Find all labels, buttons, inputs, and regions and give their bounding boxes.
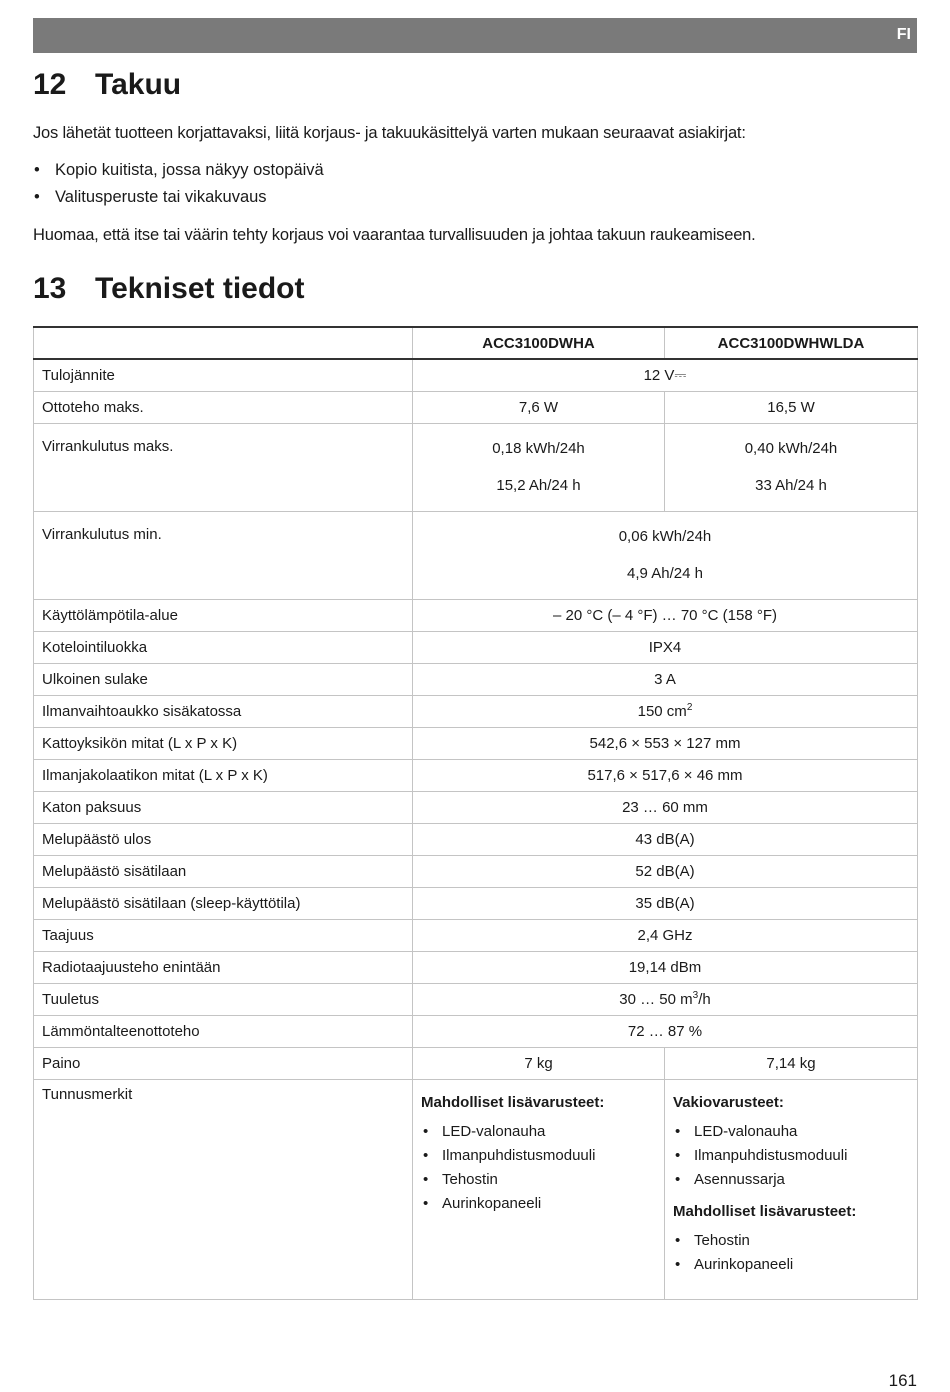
row-value: 12 V⎓: [413, 359, 918, 391]
row-value: 30 … 50 $m^3/h$: [413, 983, 918, 1015]
features-model-1: [413, 1079, 665, 1299]
row-label: Lämmöntalteenottoteho: [34, 1015, 413, 1047]
row-value: 0,06 kWh/24h 4,9 Ah/24 h: [413, 511, 918, 599]
list-item: • Asennussarja: [673, 1171, 909, 1195]
table-header-row: [34, 327, 918, 359]
warranty-note: Huomaa, että itse tai väärin tehty korjaus voi vaarantaa turvallisuuden ja johtaa takuun raukeamiseen.: [33, 226, 756, 244]
row-value: 43 dB(A): [413, 823, 918, 855]
language-code: FI: [896, 26, 911, 43]
table-row: [34, 663, 918, 695]
table-row: [34, 887, 918, 919]
table-row: [34, 823, 918, 855]
table-row: [34, 1015, 918, 1047]
list-item: • Kopio kuitista, jossa näkyy ostopäivä: [33, 161, 324, 188]
table-row: [34, 727, 918, 759]
row-value: – 20 °C (– 4 °F) … 70 °C (158 °F): [413, 599, 918, 631]
table-row: [34, 983, 918, 1015]
standard-equipment-list: [673, 1123, 909, 1195]
section-12-title: 12 Takuu: [33, 68, 182, 101]
row-label: Kattoyksikön mitat (L x P x K): [34, 727, 413, 759]
row-label: Radiotaajuusteho enintään: [34, 951, 413, 983]
page-number: 161: [888, 1371, 917, 1390]
tech-spec-table: [33, 326, 918, 1300]
standard-equipment-title: Vakiovarusteet:: [673, 1093, 784, 1111]
row-value: 3 A: [413, 663, 918, 695]
row-value: 52 dB(A): [413, 855, 918, 887]
list-item: • Ilmanpuhdistusmoduuli: [673, 1147, 909, 1171]
row-value: 72 … 87 %: [413, 1015, 918, 1047]
features-model-2: [665, 1079, 918, 1299]
row-value-model-2: 7,14 kg: [665, 1047, 918, 1079]
list-item: • LED-valonauha: [421, 1123, 656, 1147]
accessories-title: Mahdolliset lisävarusteet:: [673, 1202, 857, 1220]
section-13-title: 13 Tekniset tiedot: [33, 272, 305, 305]
row-value: 23 … 60 mm: [413, 791, 918, 823]
row-value: 542,6 × 553 × 127 mm: [413, 727, 918, 759]
row-label: Ilmanjakolaatikon mitat (L x P x K): [34, 759, 413, 791]
row-value: 150 $cm^2$: [413, 695, 918, 727]
header-model-2: ACC3100DWHWLDA: [665, 327, 918, 359]
table-row: [34, 919, 918, 951]
row-value-model-2: 16,5 W: [665, 391, 918, 423]
row-label: Kotelointiluokka: [34, 631, 413, 663]
accessories-title: Mahdolliset lisävarusteet:: [421, 1093, 605, 1111]
accessories-list: [673, 1232, 909, 1280]
row-label: Katon paksuus: [34, 791, 413, 823]
row-label: Käyttölämpötila-alue: [34, 599, 413, 631]
row-label: Ottoteho maks.: [34, 391, 413, 423]
list-item: • Tehostin: [673, 1232, 909, 1256]
table-row: [34, 599, 918, 631]
table-row: [34, 511, 918, 599]
row-label: Virrankulutus maks.: [34, 423, 413, 511]
row-label: Paino: [34, 1047, 413, 1079]
header-model-1: ACC3100DWHA: [413, 327, 665, 359]
table-row: [34, 951, 918, 983]
table-row: [34, 359, 918, 391]
table-row: [34, 631, 918, 663]
accessories-list: [421, 1123, 656, 1219]
row-label: Taajuus: [34, 919, 413, 951]
list-item: • LED-valonauha: [673, 1123, 909, 1147]
row-value-model-1: 7 kg: [413, 1047, 665, 1079]
row-value-model-1: 7,6 W: [413, 391, 665, 423]
header-empty: [34, 327, 413, 359]
warranty-intro: Jos lähetät tuotteen korjattavaksi, liitä korjaus- ja takuukäsittelyä varten mukaan seuraavat asiakirjat:: [33, 124, 746, 142]
table-row: [34, 1079, 918, 1299]
row-label: Ulkoinen sulake: [34, 663, 413, 695]
row-label: Melupäästö sisätilaan: [34, 855, 413, 887]
table-row: [34, 759, 918, 791]
row-label: Tunnusmerkit: [34, 1079, 413, 1299]
row-label: Virrankulutus min.: [34, 511, 413, 599]
table-row: [34, 391, 918, 423]
table-row: [34, 695, 918, 727]
row-value-model-2: 0,40 kWh/24h 33 Ah/24 h: [665, 423, 918, 511]
list-item: • Aurinkopaneeli: [673, 1256, 909, 1280]
list-item: • Ilmanpuhdistusmoduuli: [421, 1147, 656, 1171]
row-label: Ilmanvaihtoaukko sisäkatossa: [34, 695, 413, 727]
row-label: Tulojännite: [34, 359, 413, 391]
row-value: IPX4: [413, 631, 918, 663]
table-row: [34, 791, 918, 823]
table-row: [34, 1047, 918, 1079]
row-value: 517,6 × 517,6 × 46 mm: [413, 759, 918, 791]
row-label: Tuuletus: [34, 983, 413, 1015]
list-item: • Aurinkopaneeli: [421, 1195, 656, 1219]
warranty-document-list: [33, 161, 324, 215]
list-item: • Tehostin: [421, 1171, 656, 1195]
row-value-model-1: 0,18 kWh/24h 15,2 Ah/24 h: [413, 423, 665, 511]
row-value: 35 dB(A): [413, 887, 918, 919]
list-item: • Valitusperuste tai vikakuvaus: [33, 188, 324, 215]
row-label: Melupäästö ulos: [34, 823, 413, 855]
row-label: Melupäästö sisätilaan (sleep-käyttötila): [34, 887, 413, 919]
row-value: 19,14 dBm: [413, 951, 918, 983]
row-value: 2,4 GHz: [413, 919, 918, 951]
table-row: [34, 855, 918, 887]
table-row: [34, 423, 918, 511]
header-bar: [33, 18, 917, 53]
